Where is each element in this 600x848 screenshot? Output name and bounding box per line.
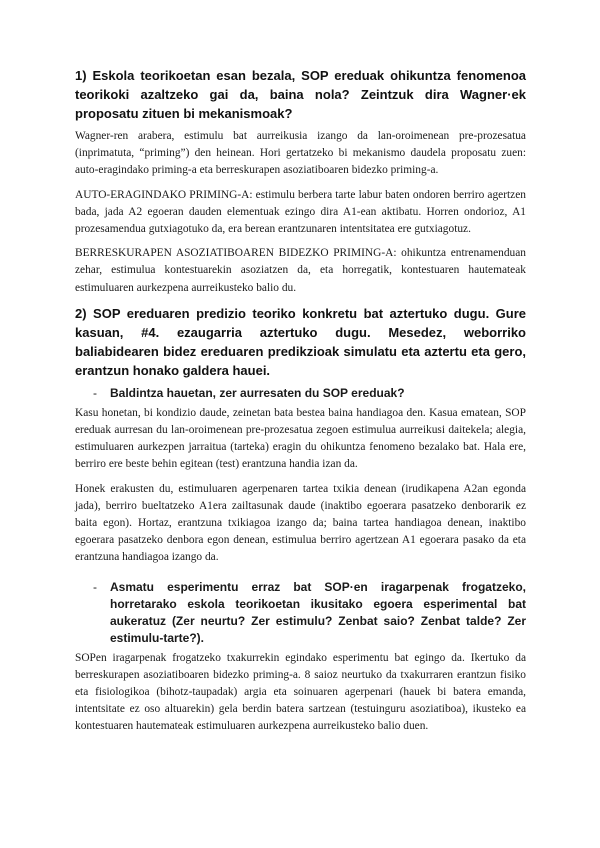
q2-bullet-2 <box>93 579 526 647</box>
document-page <box>75 66 526 743</box>
q1-paragraph-3: BERRESKURAPEN ASOZIATIBOAREN BIDEZKO PRIMING-A: ohikuntza entrenamenduan zehar, estimulua kontestuarekin asoziatzen da, eta horregatik, kontestuaren hautemateak estimuluaren aurkezpena aurreikusteko balio du. <box>75 247 526 294</box>
bullet-dash: - <box>93 579 97 594</box>
q2-paragraph-2: Honek erakusten du, estimuluaren agerpenaren tartea txikia denean (irudikapena A2an egonda jada), berriro bueltatzeko A1era zailtasunak daude (inaktibo egoerara pasatzeko denborarik ez baita egon). Hortaz, erantzuna txikiagoa izango da; baina tartea handiagoa denean, inaktibo egoerara pasatzeko denbora egon denean, estimulua berriro agertzean A1 egoerara pasako da eta erantzuna handiagoa izango da. <box>75 482 526 564</box>
bullet-dash: - <box>93 385 97 400</box>
q1-paragraph-2: AUTO-ERAGINDAKO PRIMING-A: estimulu berbera tarte labur baten ondoren berriro agertzen bada, jada A2 egoeran dauden elementuak ezingo dira A1-ean aktibatu. Horren ondorioz, A1 prozesamendua gutxiagotuko da, era berean erantzunaren intentsitatea ere gutxiagotuz. <box>75 188 526 236</box>
q2-bullet-1-text: Baldintza hauetan, zer aurresaten du SOP ereduak? <box>110 385 405 400</box>
q2-bullet-2-text: Asmatu esperimentu erraz bat SOP·en iragarpenak frogatzeko, horretarako eskola teorikoetan ikusitako egoera esperimental bat aukeratuz (Zer neurtu? Zer estimulu? Zenbat saio? Zenbat talde? Zer estimulu-tarte?). <box>110 579 526 645</box>
q2-paragraph-3: SOPen iragarpenak frogatzeko txakurrekin egindako esperimentu bat egingo da. Ikertuko da berreskurapen asoziatiboaren bidezko priming-a. 8 saioz neurtuko da txakurraren erantzun fisiko eta fisiologikoa (bihotz-taupadak) argia eta soinuaren agerpenari (hauek bi batera emanda, intentsitate ez oso altuarekin) gela berdin batera sartzean (testuinguru asoziatiboa), ikusteko ea kontestuaren hautemateak estimuluaren aurkezpena aurreikusteko balio duen. <box>75 651 526 733</box>
q2-paragraph-1: Kasu honetan, bi kondizio daude, zeinetan bata bestea baina handiagoa den. Kasua ematean, SOP ereduak aurresan du lan-oroimenean pre-prozesatua zegoen estimulua aurreikusi daitekela; alegia, estimuluaren aurkezpen jarraitua (tarteka) eragin du ohikuntza fenomeno bezalako bat. Hala ere, berriro ere beste behin egitean (test) erantzuna handia izan da. <box>75 406 526 471</box>
question-2-heading: 2) SOP ereduaren predizio teoriko konkretu bat aztertuko dugu. Gure kasuan, #4. ezaugarria aztertuko dugu. Mesedez, weborriko baliabidearen bidez ereduaren predikzioak simulatu eta aztertu eta gero, erantzun honako galdera hauei. <box>75 305 526 378</box>
q2-bullet-1 <box>93 385 526 402</box>
question-1-heading: 1) Eskola teorikoetan esan bezala, SOP ereduak ohikuntza fenomenoa teorikoki azaltzeko gai da, baina nola? Zeintzuk dira Wagner·ek proposatu zituen bi mekanismoak? <box>75 68 526 121</box>
q1-paragraph-1: Wagner-ren arabera, estimulu bat aurreikusia izango da lan-oroimenean pre-prozesatua (inprimatuta, “priming”) den heinean. Hori gertatzeko bi mekanismo daudela proposatu zuen: auto-eragindako priming-a eta berreskurapen asoziatiboaren bidezko priming-a. <box>75 130 526 177</box>
